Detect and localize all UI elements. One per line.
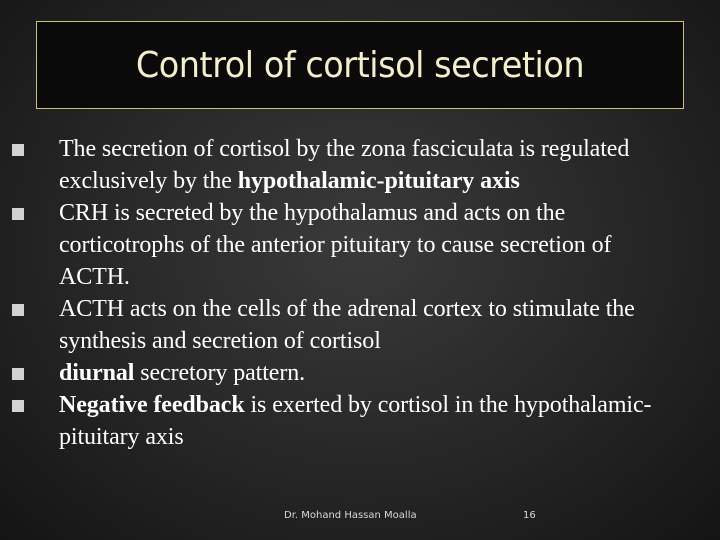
bullet-text: ACTH acts on the cells of the adrenal cortex to stimulate the synthesis and secretion of cortisol xyxy=(59,296,635,354)
bullet-item xyxy=(0,293,720,357)
bullet-list xyxy=(0,133,720,453)
bullet-item xyxy=(0,389,720,453)
bullet-text: CRH is secreted by the hypothalamus and acts on the corticotrophs of the anterior pituitary to cause secretion of ACTH. xyxy=(59,200,612,290)
square-bullet-icon xyxy=(12,208,24,220)
slide-title: Control of cortisol secretion xyxy=(135,44,585,86)
bullet-text: The secretion of cortisol by the zona fasciculata is regulated exclusively by the xyxy=(59,136,630,194)
bullet-bold-text: Negative feedback xyxy=(59,392,245,418)
bullet-item xyxy=(0,133,720,197)
bullet-bold-text: diurnal xyxy=(59,360,135,386)
square-bullet-icon xyxy=(12,368,24,380)
bullet-bold-text: hypothalamic-pituitary axis xyxy=(237,168,520,194)
title-box xyxy=(36,21,684,109)
square-bullet-icon xyxy=(12,400,24,412)
square-bullet-icon xyxy=(12,304,24,316)
square-bullet-icon xyxy=(12,144,24,156)
page-number: 16 xyxy=(523,510,536,521)
bullet-text-tail: secretory pattern. xyxy=(134,360,306,386)
bullet-text-tail: is exerted by cortisol in the hypothalamic-pituitary axis xyxy=(59,392,652,450)
bullet-item xyxy=(0,197,720,293)
footer-author: Dr. Mohand Hassan Moalla xyxy=(284,510,417,521)
bullet-item xyxy=(0,357,720,389)
